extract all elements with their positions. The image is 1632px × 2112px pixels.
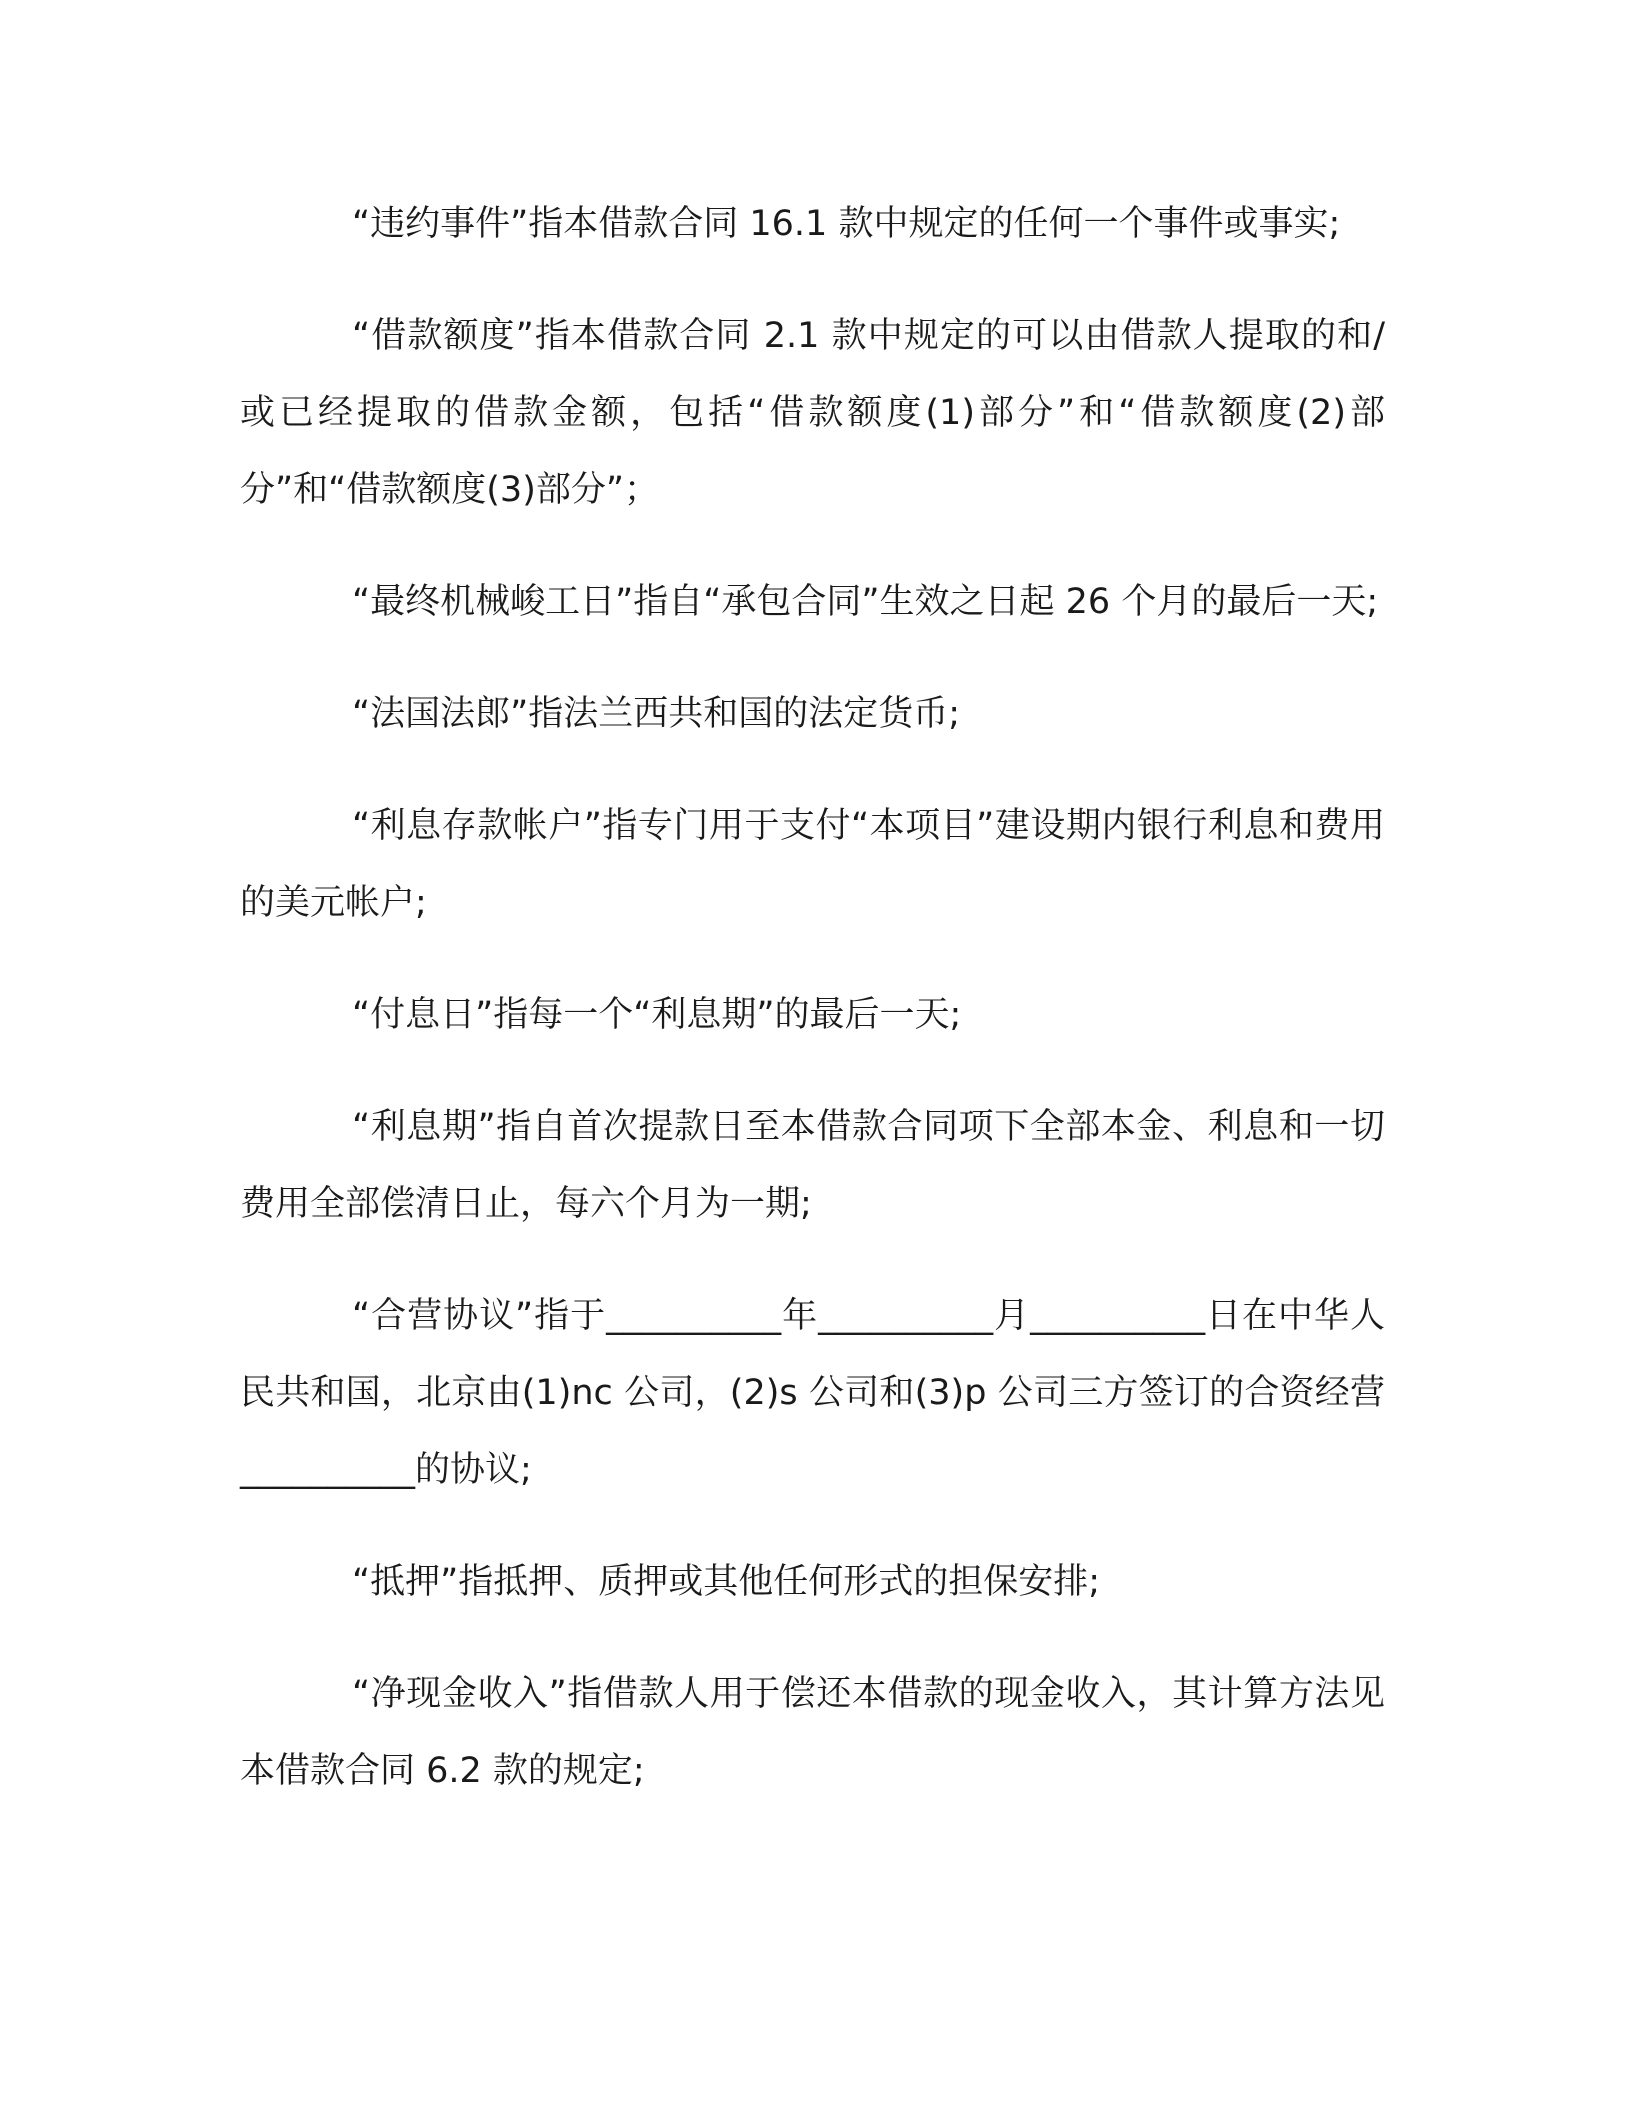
definition-default-event: “违约事件”指本借款合同 16.1 款中规定的任何一个事件或事实;: [352, 204, 1341, 244]
document-body: [240, 186, 1385, 1845]
definition-net-cash-income: “净现金收入”指借款人用于偿还本借款的现金收入，其计算方法见本借款合同 6.2 款的规定;: [240, 1674, 1385, 1791]
definition-interest-deposit-account: “利息存款帐户”指专门用于支付“本项目”建设期内银行利息和费用的美元帐户;: [240, 806, 1385, 923]
definition-final-mechanical-completion-date: “最终机械峻工日”指自“承包合同”生效之日起 26 个月的最后一天;: [352, 582, 1379, 622]
definition-french-franc: “法国法郎”指法兰西共和国的法定货币;: [352, 694, 961, 734]
definition-mortgage: “抵押”指抵押、质押或其他任何形式的担保安排;: [352, 1562, 1101, 1602]
definition-interest-payment-date: “付息日”指每一个“利息期”的最后一天;: [352, 995, 962, 1035]
definition-interest-period: “利息期”指自首次提款日至本借款合同项下全部本金、利息和一切费用全部偿清日止，每六个月为一期;: [240, 1107, 1385, 1224]
definition-loan-facility: “借款额度”指本借款合同 2.1 款中规定的可以由借款人提取的和/或已经提取的借款金额，包括“借款额度(1)部分”和“借款额度(2)部分”和“借款额度(3)部分”；: [240, 316, 1385, 510]
definition-joint-venture-agreement: “合营协议”指于__________年__________月__________日在中华人民共和国，北京由(1)nc 公司，(2)s 公司和(3)p 公司三方签订的合资经营__________的协议;: [240, 1296, 1385, 1490]
